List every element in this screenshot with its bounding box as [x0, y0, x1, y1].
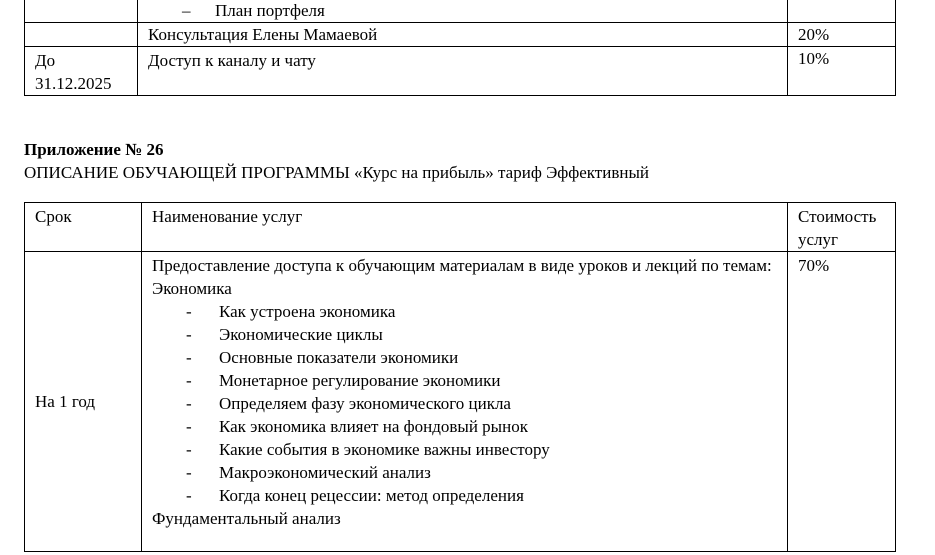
- term-cell: [25, 23, 138, 47]
- list-item: [152, 300, 777, 323]
- list-item: [152, 484, 777, 507]
- list-item: [152, 369, 777, 392]
- bullet-marker: -: [186, 463, 192, 482]
- dash-marker: –: [182, 1, 191, 20]
- column-header-term: Срок: [25, 203, 142, 252]
- table-row: [25, 0, 896, 23]
- list-item-text: Основные показатели экономики: [219, 348, 459, 367]
- list-item: [152, 323, 777, 346]
- list-item: [152, 415, 777, 438]
- list-item: [152, 392, 777, 415]
- service-cell: Доступ к каналу и чату: [138, 47, 788, 96]
- list-item-text: Определяем фазу экономического цикла: [219, 394, 511, 413]
- bullet-marker: -: [186, 325, 192, 344]
- list-item-text: Монетарное регулирование экономики: [219, 371, 501, 390]
- service-cell: Консультация Елены Мамаевой: [138, 23, 788, 47]
- list-item-text: Макроэкономический анализ: [219, 463, 431, 482]
- column-header-services: Наименование услуг: [142, 203, 788, 252]
- list-item-text: Как экономика влияет на фондовый рынок: [219, 417, 528, 436]
- program-table: [24, 202, 896, 552]
- list-item-text: Экономические циклы: [219, 325, 383, 344]
- service-cell: [138, 0, 788, 23]
- bullet-marker: -: [186, 302, 192, 321]
- table-row: [25, 47, 896, 96]
- intro-text: Предоставление доступа к обучающим материалам в виде уроков и лекций по темам:: [152, 256, 772, 275]
- table-header-row: [25, 203, 896, 252]
- term-cell: До 31.12.2025: [25, 47, 138, 96]
- list-item-text: Когда конец рецессии: метод определения: [219, 486, 524, 505]
- list-item-text: Какие события в экономике важны инвестору: [219, 440, 550, 459]
- cost-cell: [788, 0, 896, 23]
- appendix-number: Приложение № 26: [24, 140, 164, 159]
- list-item: [152, 461, 777, 484]
- appendix-title: ОПИСАНИЕ ОБУЧАЮЩЕЙ ПРОГРАММЫ «Курс на прибыль» тариф Эффективный: [24, 163, 649, 182]
- bullet-marker: -: [186, 486, 192, 505]
- appendix-heading: [24, 138, 924, 184]
- column-header-cost: Стоимость услуг: [788, 203, 896, 252]
- cost-cell: 70%: [788, 252, 896, 552]
- bullet-marker: -: [186, 348, 192, 367]
- top-services-table: [24, 0, 896, 96]
- section-title: Экономика: [152, 279, 232, 298]
- list-item: [152, 438, 777, 461]
- list-item-text: Как устроена экономика: [219, 302, 396, 321]
- list-item: [148, 0, 777, 22]
- service-item-text: План портфеля: [215, 1, 325, 20]
- term-cell: [25, 0, 138, 23]
- bullet-marker: -: [186, 417, 192, 436]
- term-cell: На 1 год: [25, 252, 142, 552]
- cost-cell: 10%: [788, 47, 896, 96]
- cost-cell: 20%: [788, 23, 896, 47]
- bullet-marker: -: [186, 371, 192, 390]
- bullet-marker: -: [186, 394, 192, 413]
- bullet-marker: -: [186, 440, 192, 459]
- list-item: [152, 346, 777, 369]
- service-cell: [142, 252, 788, 552]
- section-title: Фундаментальный анализ: [152, 509, 341, 528]
- table-row: [25, 23, 896, 47]
- table-row: [25, 252, 896, 552]
